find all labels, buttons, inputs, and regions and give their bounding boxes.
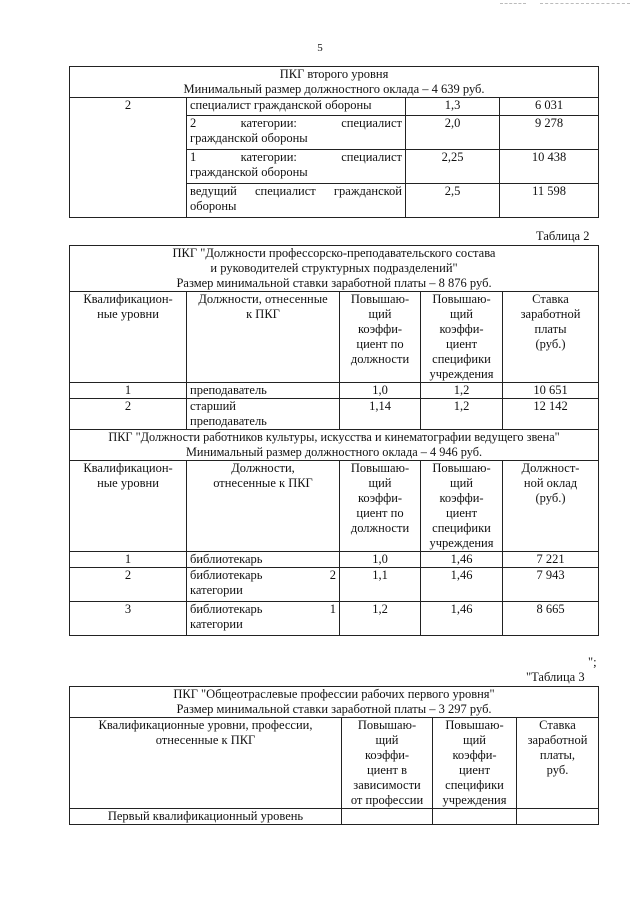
column-header-coef-position: Повышаю- щий коэффи- циент по должности <box>340 292 421 383</box>
table-group-header: ПКГ второго уровня Минимальный размер должностного оклада – 4 639 руб. <box>70 67 599 98</box>
coef-position-cell: 1,0 <box>340 383 421 399</box>
empty-cell <box>342 809 433 825</box>
column-header-position: Должности, отнесенные к ПКГ <box>187 461 340 552</box>
position-cell: 2 категории: специалист гражданской обороны <box>187 116 406 150</box>
position-cell: ведущий специалист гражданской обороны <box>187 184 406 218</box>
table-group-header: ПКГ "Должности работников культуры, искусства и кинематографии ведущего звена" Минимальный размер должностного оклада – 4 946 руб. <box>70 430 599 461</box>
empty-cell <box>517 809 599 825</box>
salary-cell: 7 221 <box>503 552 599 568</box>
coef-institution-cell: 1,46 <box>421 552 503 568</box>
salary-cell: 8 665 <box>503 602 599 636</box>
position-cell: старший преподаватель <box>187 399 340 430</box>
coef-position-cell: 1,1 <box>340 568 421 602</box>
coef-cell: 2,0 <box>406 116 500 150</box>
level-cell: 2 <box>70 399 187 430</box>
table-header-row <box>70 430 599 461</box>
page-number: 5 <box>317 42 323 54</box>
table-row <box>70 399 599 430</box>
column-header-level: Квалификацион- ные уровни <box>70 292 187 383</box>
position-cell: библиотекарь 1 категории <box>187 602 340 636</box>
column-header-row <box>70 718 599 809</box>
table3-caption: "Таблица 3 <box>526 670 585 684</box>
column-header-row <box>70 461 599 552</box>
table-header-row <box>70 246 599 292</box>
level-cell: 2 <box>70 568 187 602</box>
coef-institution-cell: 1,2 <box>421 399 503 430</box>
coef-cell: 2,25 <box>406 150 500 184</box>
coef-position-cell: 1,2 <box>340 602 421 636</box>
column-header-levels: Квалификационные уровни, профессии, отнесенные к ПКГ <box>70 718 342 809</box>
column-header-coef-institution: Повышаю- щий коэффи- циент специфики учреждения <box>421 461 503 552</box>
position-cell: библиотекарь 2 категории <box>187 568 340 602</box>
column-header-coef-institution: Повышаю- щий коэффи- циент специфики учреждения <box>421 292 503 383</box>
table-group-header: ПКГ "Общеотраслевые профессии рабочих первого уровня" Размер минимальной ставки заработной платы – 3 297 руб. <box>70 687 599 718</box>
level-cell: 1 <box>70 383 187 399</box>
table-row <box>70 552 599 568</box>
closing-quote-mark: "; <box>588 655 597 669</box>
column-header-coef-profession: Повышаю- щий коэффи- циент в зависимости от профессии <box>342 718 433 809</box>
coef-institution-cell: 1,46 <box>421 602 503 636</box>
table-row <box>70 809 599 825</box>
position-cell: 1 категории: специалист гражданской обороны <box>187 150 406 184</box>
rate-cell: 10 651 <box>503 383 599 399</box>
table-2 <box>69 245 599 636</box>
position-cell: специалист гражданской обороны <box>187 98 406 116</box>
coef-institution-cell: 1,46 <box>421 568 503 602</box>
table2-caption: Таблица 2 <box>536 229 590 243</box>
salary-cell: 10 438 <box>500 150 599 184</box>
column-header-coef-institution: Повышаю- щий коэффи- циент специфики учреждения <box>433 718 517 809</box>
column-header-rate: Ставка заработной платы (руб.) <box>503 292 599 383</box>
table-row <box>70 602 599 636</box>
rate-cell: 12 142 <box>503 399 599 430</box>
empty-cell <box>433 809 517 825</box>
table-group-header: ПКГ "Должности профессорско-преподавательского состава и руководителей структурных подразделений" Размер минимальной ставки заработной платы – 8 876 руб. <box>70 246 599 292</box>
column-header-rate: Ставка заработной платы, руб. <box>517 718 599 809</box>
level-cell: 2 <box>70 98 187 218</box>
column-header-salary: Должност- ной оклад (руб.) <box>503 461 599 552</box>
column-header-position: Должности, отнесенные к ПКГ <box>187 292 340 383</box>
level-cell: 1 <box>70 552 187 568</box>
table-3 <box>69 686 599 825</box>
column-header-coef-position: Повышаю- щий коэффи- циент по должности <box>340 461 421 552</box>
level-cell: 3 <box>70 602 187 636</box>
coef-cell: 2,5 <box>406 184 500 218</box>
table-header-row <box>70 67 599 98</box>
salary-cell: 11 598 <box>500 184 599 218</box>
salary-cell: 6 031 <box>500 98 599 116</box>
table-row <box>70 98 599 116</box>
position-cell: преподаватель <box>187 383 340 399</box>
coef-position-cell: 1,0 <box>340 552 421 568</box>
coef-institution-cell: 1,2 <box>421 383 503 399</box>
coef-position-cell: 1,14 <box>340 399 421 430</box>
scan-dash-mark <box>500 3 526 5</box>
table-row <box>70 568 599 602</box>
salary-cell: 7 943 <box>503 568 599 602</box>
table-header-row <box>70 687 599 718</box>
coef-cell: 1,3 <box>406 98 500 116</box>
column-header-row <box>70 292 599 383</box>
level-label-cell: Первый квалификационный уровень <box>70 809 342 825</box>
column-header-level: Квалификацион- ные уровни <box>70 461 187 552</box>
scan-dash-mark <box>540 3 630 5</box>
salary-cell: 9 278 <box>500 116 599 150</box>
table-pkg-second-level <box>69 66 599 218</box>
table-row <box>70 383 599 399</box>
position-cell: библиотекарь <box>187 552 340 568</box>
